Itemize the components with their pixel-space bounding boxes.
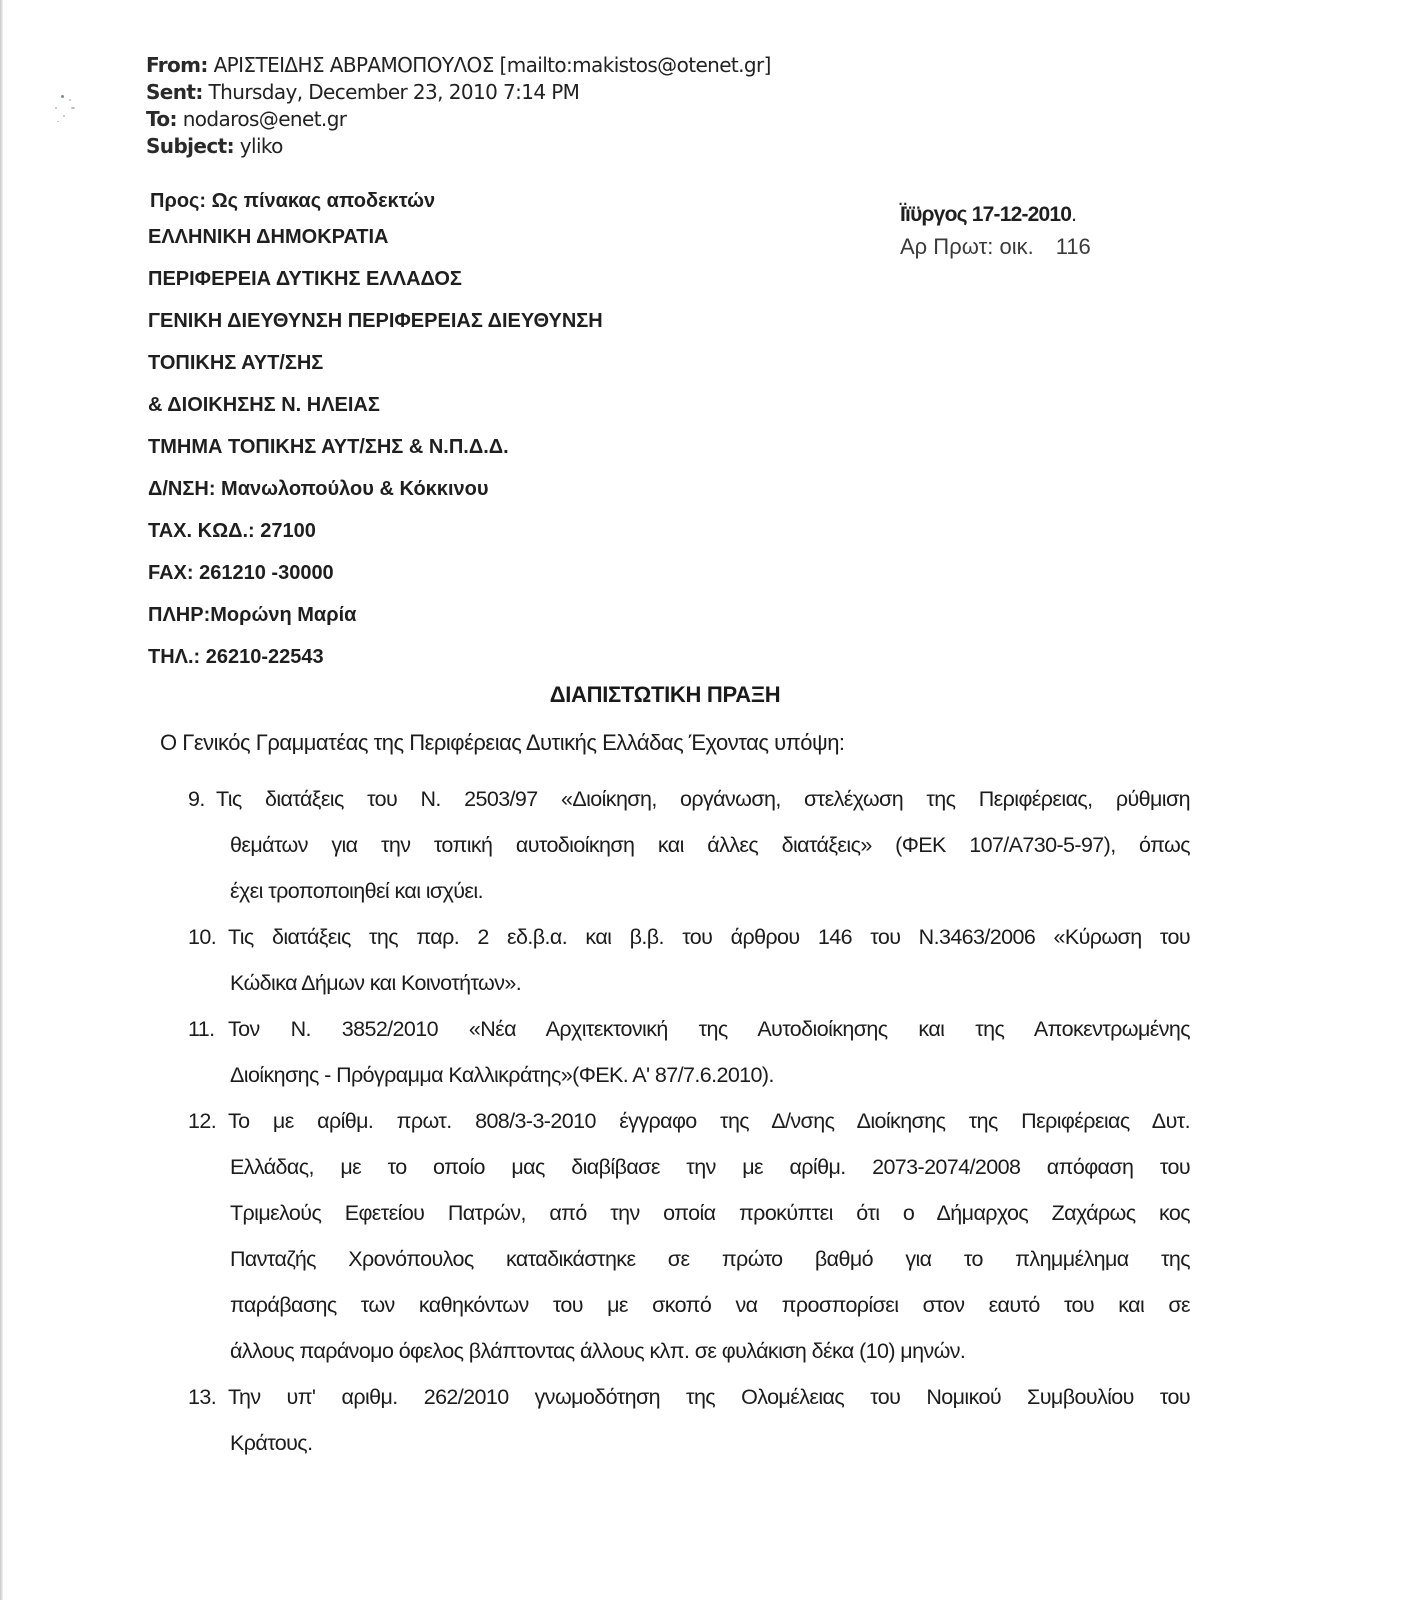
from-value: ΑΡΙΣΤΕΙΔΗΣ ΑΒΡΑΜΟΠΟΥΛΟΣ [mailto:makistos@otenet.gr] (213, 53, 771, 77)
sender-line: ΤΜΗΜΑ ΤΟΠΙΚΗΣ ΑΥΤ/ΣΗΣ & Ν.Π.Δ.Δ. (148, 436, 509, 458)
list-item-line: άλλους παράνομο όφελος βλάπτοντας άλλους κλπ. σε φυλάκιση δέκα (10) μηνών. (230, 1339, 966, 1363)
list-item-line: Τις διατάξεις του Ν. 2503/97 «Διοίκηση, οργάνωση, στελέχωση της Περιφέρειας, ρύθμιση (216, 787, 1190, 811)
sender-line: ΠΕΡΙΦΕΡΕΙΑ ΔΥΤΙΚΗΣ ΕΛΛΑΔΟΣ (148, 268, 462, 290)
protocol-label: Αρ Πρωτ: οικ. (900, 234, 1034, 259)
sender-line: ΠΛΗΡ:Μορώνη Μαρία (148, 604, 357, 626)
list-item-line: Τον Ν. 3852/2010 «Νέα Αρχιτεκτονική της Αυτοδιοίκησης και της Αποκεντρωμένης (228, 1017, 1190, 1041)
sender-line: Δ/ΝΣΗ: Μανωλοπούλου & Κόκκινου (148, 478, 489, 500)
list-item-line: Την υπ' αριθμ. 262/2010 γνωμοδότηση της Ολομέλειας του Νομικού Συμβουλίου του (228, 1385, 1190, 1409)
list-item-number: 10. (188, 925, 217, 949)
list-item-line: Ελλάδας, με το οποίο μας διαβίβασε την με αρίθμ. 2073-2074/2008 απόφαση του (230, 1155, 1190, 1179)
email-subject-row (146, 133, 771, 160)
list-item-line: Κράτους. (230, 1431, 313, 1455)
sender-line: ΤΗΛ.: 26210-22543 (148, 646, 324, 668)
place-date-period: . (1071, 203, 1077, 226)
subject-value: yliko (239, 134, 283, 158)
to-label: To: (146, 107, 177, 131)
sender-line: ΕΛΛΗΝΙΚΗ ΔΗΜΟΚΡΑΤΙΑ (148, 226, 389, 248)
list-item-line: Τις διατάξεις της παρ. 2 εδ.β.α. και β.β. του άρθρου 146 του Ν.3463/2006 «Κύρωση του (228, 925, 1190, 949)
place-date-text: Ïïϋργος 17-12-2010 (900, 203, 1072, 226)
sender-address-block (148, 186, 603, 678)
list-item-number: 11. (188, 1017, 215, 1041)
sender-line: ΓΕΝΙΚΗ ΔΙΕΥΘΥΝΣΗ ΠΕΡΙΦΕΡΕΙΑΣ ΔΙΕΥΘΥΝΣΗ (148, 310, 603, 332)
sender-line: ΤΟΠΙΚΗΣ ΑΥΤ/ΣΗΣ (148, 352, 324, 374)
list-item-line: Τριμελούς Εφετείου Πατρών, από την οποία προκύπτει ότι ο Δήμαρχος Ζαχάρως κος (230, 1201, 1190, 1225)
list-item (188, 1098, 1190, 1374)
list-item-line: θεμάτων για την τοπική αυτοδιοίκηση και άλλες διατάξεις» (ΦΕΚ 107/Α730-5-97), όπως (230, 833, 1190, 857)
sent-label: Sent: (146, 80, 203, 104)
email-from-row (146, 52, 771, 79)
list-item-line: παράβασης των καθηκόντων του με σκοπό να προσπορίσει στον εαυτό του και σε (230, 1293, 1190, 1317)
document-intro: Ο Γενικός Γραμματέας της Περιφέρειας Δυτικής Ελλάδας Έχοντας υπόψη: (160, 730, 845, 755)
place-date (900, 198, 1091, 232)
list-item (188, 1006, 1190, 1098)
document-meta (900, 198, 1091, 262)
scan-speckle-mark (45, 85, 85, 130)
list-item-line: Πανταζής Χρονόπουλος καταδικάστηκε σε πρώτο βαθμό για το πλημμέλημα της (230, 1247, 1190, 1271)
subject-label: Subject: (146, 134, 234, 158)
to-value: nodaros@enet.gr (182, 107, 347, 131)
list-item-number: 12. (188, 1109, 217, 1133)
list-item (188, 914, 1190, 1006)
list-item-number: 9. (188, 787, 205, 811)
list-item-line: έχει τροποποιηθεί και ισχύει. (230, 879, 483, 903)
protocol-number-row (900, 232, 1091, 262)
from-label: From: (146, 53, 208, 77)
email-to-row (146, 106, 771, 133)
considerations-list (188, 776, 1190, 1466)
document-title: ΔΙΑΠΙΣΤΩΤΙΚΗ ΠΡΑΞΗ (549, 682, 781, 707)
list-item (188, 776, 1190, 914)
recipients-line: Προς: Ως πίνακας αποδεκτών (150, 190, 436, 212)
email-header (146, 52, 771, 160)
list-item-number: 13. (188, 1385, 217, 1409)
sender-line: & ΔΙΟΙΚΗΣΗΣ Ν. ΗΛΕΙΑΣ (148, 394, 380, 416)
sender-line: FAX: 261210 -30000 (148, 562, 334, 584)
list-item (188, 1374, 1190, 1466)
list-item-line: Διοίκησης - Πρόγραμμα Καλλικράτης»(ΦΕΚ. Α' 87/7.6.2010). (230, 1063, 774, 1087)
email-sent-row (146, 79, 771, 106)
protocol-number: 116 (1055, 234, 1091, 259)
sender-line: ΤΑΧ. ΚΩΔ.: 27100 (148, 520, 316, 542)
list-item-line: Κώδικα Δήμων και Κοινοτήτων». (230, 971, 522, 995)
list-item-line: Το με αρίθμ. πρωτ. 808/3-3-2010 έγγραφο της Δ/νσης Διοίκησης της Περιφέρειας Δυτ. (228, 1109, 1190, 1133)
sent-value: Thursday, December 23, 2010 7:14 PM (208, 80, 580, 104)
scan-edge-shadow (0, 0, 3, 1600)
